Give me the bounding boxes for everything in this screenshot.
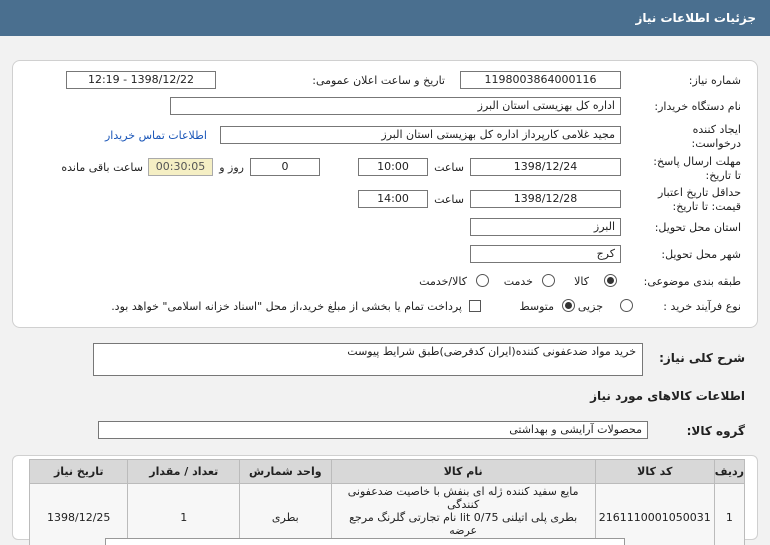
creator-label-2: درخواست: — [691, 137, 741, 150]
process-option-minor: جزیی — [577, 300, 603, 313]
validity-date-field: 1398/12/28 — [470, 190, 621, 208]
col-header-name: نام کالا — [331, 460, 595, 484]
category-option-goods: کالا — [574, 275, 589, 288]
days-label: روز و — [219, 161, 244, 174]
announce-field: 1398/12/22 - 12:19 — [66, 71, 216, 89]
process-option-medium: متوسط — [519, 300, 554, 313]
goods-section-title: اطلاعات کالاهای مورد نیاز — [590, 389, 745, 403]
goods-table — [29, 459, 745, 545]
creator-label-1: ایجاد کننده — [692, 123, 741, 136]
page-header — [0, 0, 770, 36]
validity-label-1: حداقل تاریخ اعتبار — [657, 186, 741, 199]
payment-note: پرداخت تمام یا بخشی از مبلغ خرید،از محل "اسناد خزانه اسلامی" خواهد بود. — [111, 300, 462, 313]
row-name-line-2: بطری پلی اتیلنی lit 0/75 نام تجارتی گلرنگ مرجع عرضه — [349, 511, 578, 537]
row-index: 1 — [714, 484, 744, 545]
buyer-label: نام دستگاه خریدار: — [654, 100, 741, 113]
contact-buyer-link[interactable]: اطلاعات تماس خریدار — [105, 129, 207, 142]
category-option-goods-service: کالا/خدمت — [419, 275, 467, 288]
province-label: استان محل تحویل: — [654, 221, 741, 234]
need-number-field: 1198003864000116 — [460, 71, 621, 89]
treasury-checkbox[interactable] — [469, 300, 481, 312]
category-option-service: خدمت — [503, 275, 533, 288]
bottom-panel-edge — [105, 538, 625, 545]
days-field: 0 — [250, 158, 320, 176]
row-unit: بطری — [240, 484, 331, 545]
validity-time-label: ساعت — [434, 193, 464, 206]
category-radio-goods-service[interactable] — [476, 274, 489, 287]
announce-label: تاریخ و ساعت اعلان عمومی: — [312, 74, 445, 87]
remaining-time-field: 00:30:05 — [148, 158, 213, 176]
row-qty: 1 — [128, 484, 240, 545]
city-label: شهر محل تحویل: — [661, 248, 741, 261]
remaining-label: ساعت باقی مانده — [61, 161, 143, 174]
validity-time-field: 14:00 — [358, 190, 428, 208]
category-label: طبقه بندی موضوعی: — [643, 275, 741, 288]
buyer-field: اداره کل بهزیستی استان البرز — [170, 97, 621, 115]
reply-label-2: تا تاریخ: — [705, 169, 741, 182]
row-code: 2161110001050031 — [595, 484, 714, 545]
city-field: کرج — [470, 245, 621, 263]
category-radio-goods[interactable] — [604, 274, 617, 287]
process-label: نوع فرآیند خرید : — [663, 300, 741, 313]
row-date: 1398/12/25 — [30, 484, 128, 545]
reply-date-field: 1398/12/24 — [470, 158, 621, 176]
province-field: البرز — [470, 218, 621, 236]
process-radio-minor[interactable] — [620, 299, 633, 312]
page-title: جزئیات اطلاعات نیاز — [635, 11, 756, 25]
col-header-qty: تعداد / مقدار — [128, 460, 240, 484]
reply-time-label: ساعت — [434, 161, 464, 174]
row-name-line-1: مایع سفید کننده ژله ای بنفش با خاصیت ضدعفونی کنندگی — [347, 485, 579, 511]
process-radio-medium[interactable] — [562, 299, 575, 312]
category-radio-service[interactable] — [542, 274, 555, 287]
need-number-label: شماره نیاز: — [688, 74, 741, 87]
goods-group-label: گروه کالا: — [686, 424, 745, 438]
validity-label-2: قیمت: تا تاریخ: — [672, 200, 741, 213]
row-name — [331, 484, 595, 545]
creator-field: مجید غلامی کارپرداز اداره کل بهزیستی استان البرز — [220, 126, 621, 144]
description-field: خرید مواد ضدعفونی کننده(ایران کدفرضی)طبق شرایط پیوست — [93, 343, 643, 376]
goods-group-field: محصولات آرایشی و بهداشتی — [98, 421, 648, 439]
reply-time-field: 10:00 — [358, 158, 428, 176]
goods-table-panel — [12, 455, 758, 540]
table-row — [30, 484, 745, 545]
reply-label-1: مهلت ارسال پاسخ: — [653, 155, 741, 168]
col-header-code: کد کالا — [595, 460, 714, 484]
col-header-unit: واحد شمارش — [240, 460, 331, 484]
col-header-date: تاریخ نیاز — [30, 460, 128, 484]
description-label: شرح کلی نیاز: — [659, 351, 745, 365]
col-header-index: ردیف — [714, 460, 744, 484]
